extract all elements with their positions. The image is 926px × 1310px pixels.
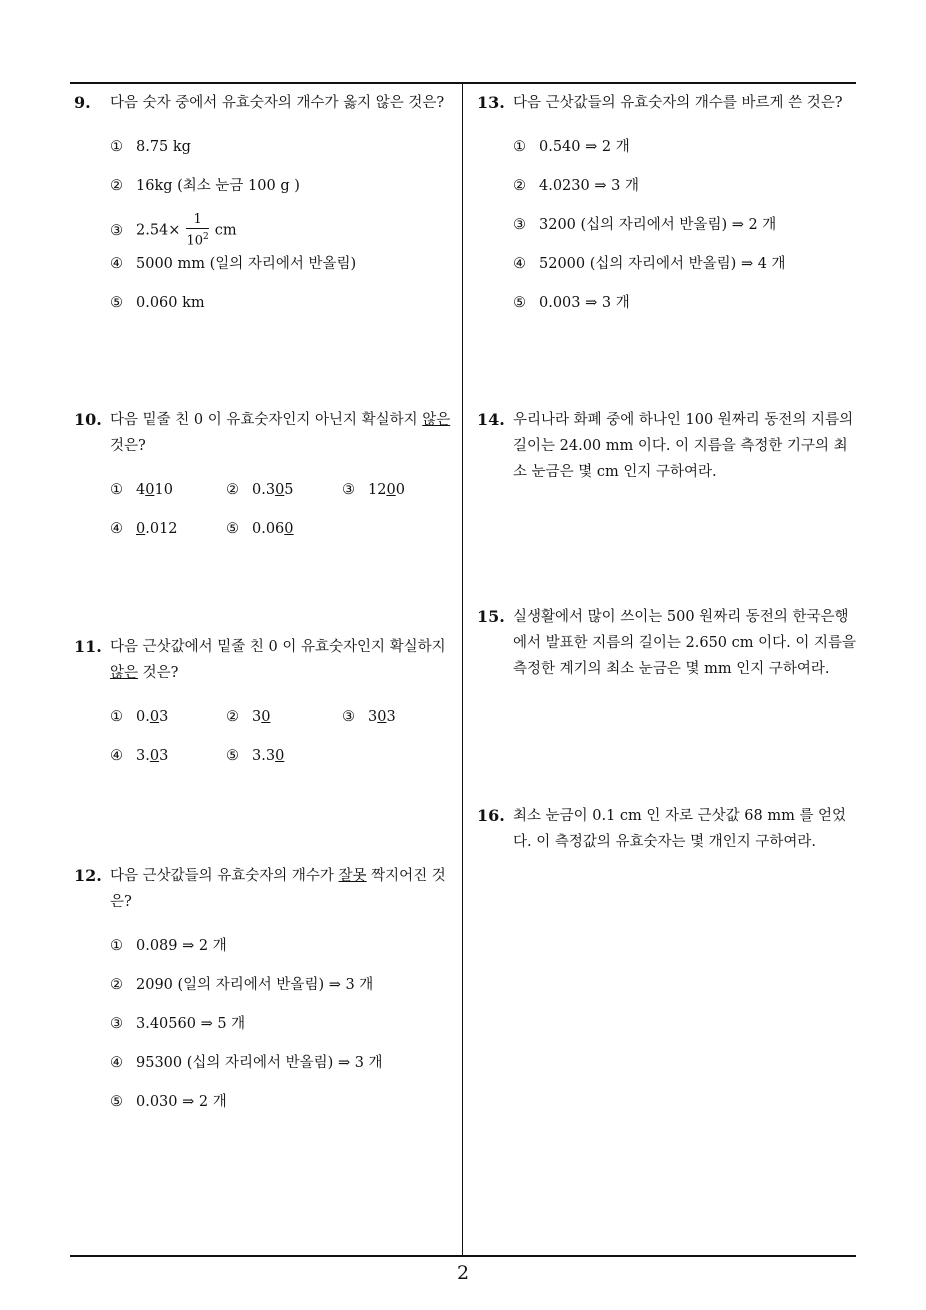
- underlined-zero: 0: [386, 482, 396, 498]
- underlined-zero: 0: [149, 748, 160, 764]
- question-number: 11.: [74, 637, 102, 656]
- choice-list: [110, 933, 458, 1128]
- question-number: 10.: [74, 410, 102, 429]
- choice-text: 5000 mm (일의 자리에서 반올림): [136, 256, 357, 272]
- question-12: [74, 863, 458, 1128]
- underlined-zero: 0: [261, 709, 271, 725]
- choice-text: 16kg (최소 눈금 100 g ): [136, 178, 300, 194]
- choice-4[interactable]: [110, 516, 226, 542]
- choice-2[interactable]: [110, 972, 458, 1011]
- denominator-exponent: 2: [202, 232, 209, 242]
- choice-3[interactable]: [110, 1011, 458, 1050]
- underlined-zero: 0: [145, 482, 155, 498]
- choice-text: 3.3: [252, 748, 276, 764]
- choice-3[interactable]: [110, 212, 458, 251]
- question-text-part: 다음 밑줄 친 0 이 유효숫자인지 아닌지 확실하지: [110, 412, 423, 428]
- underlined-word: 않은: [422, 412, 451, 428]
- question-15: [477, 604, 861, 682]
- choice-text: 3200 (십의 자리에서 반올림) ⇒ 2 개: [539, 217, 777, 233]
- underlined-zero: 0: [284, 521, 294, 537]
- question-text: [110, 863, 458, 915]
- question-text: [110, 634, 458, 686]
- choice-text: 3: [252, 709, 262, 725]
- underlined-zero: 0: [377, 709, 387, 725]
- choice-1[interactable]: [110, 704, 226, 730]
- choice-5[interactable]: [110, 1089, 458, 1128]
- choice-text: 3.: [136, 748, 150, 764]
- question-text: 다음 숫자 중에서 유효숫자의 개수가 옳지 않은 것은?: [110, 95, 445, 111]
- choice-grid: [110, 477, 458, 555]
- choice-1[interactable]: [110, 933, 458, 972]
- choice-4[interactable]: [513, 251, 861, 290]
- choice-text: 10: [154, 482, 173, 498]
- question-number: 16.: [477, 806, 505, 825]
- choice-mark: ③: [110, 222, 123, 239]
- choice-5[interactable]: [513, 290, 861, 329]
- question-text-part: 짝지어진 것은?: [110, 868, 446, 910]
- choice-mark: ①: [110, 709, 123, 725]
- choice-1[interactable]: [513, 134, 861, 173]
- choice-text: 3.40560 ⇒ 5 개: [136, 1016, 246, 1032]
- underlined-zero: 0: [275, 748, 285, 764]
- choice-text: 3: [386, 709, 396, 725]
- choice-2[interactable]: [226, 477, 342, 503]
- choice-text: 3: [159, 709, 169, 725]
- choice-text: 0.540 ⇒ 2 개: [539, 139, 630, 155]
- choice-mark: ①: [110, 482, 123, 498]
- choice-text: 12: [368, 482, 387, 498]
- question-text-part: 것은?: [138, 665, 179, 681]
- choice-3[interactable]: [342, 477, 458, 503]
- question-14: [477, 407, 861, 485]
- question-10: [74, 407, 458, 555]
- choice-mark: ②: [226, 709, 239, 725]
- choice-text: 0.060 km: [136, 295, 205, 311]
- choice-mark: ④: [110, 748, 123, 764]
- column-divider: [462, 82, 463, 1256]
- choice-2[interactable]: [513, 173, 861, 212]
- question-number: 13.: [477, 93, 505, 112]
- question-text-part: 다음 근삿값에서 밑줄 친 0 이 유효숫자인지 확실하지: [110, 639, 446, 655]
- question-number: 14.: [477, 410, 505, 429]
- choice-mark: ②: [110, 977, 123, 993]
- choice-4[interactable]: [110, 743, 226, 769]
- choice-text: .012: [145, 521, 178, 537]
- question-text-part: 다음 근삿값들의 유효숫자의 개수가: [110, 868, 339, 884]
- question-text: 우리나라 화폐 중에 하나인 100 원짜리 동전의 지름의 길이는 24.00 mm 이다. 이 지름을 측정한 기구의 최소 눈금은 몇 cm 인지 구하여라.: [513, 412, 854, 480]
- underlined-word: 잘못: [338, 868, 367, 884]
- choice-mark: ⑤: [226, 521, 239, 537]
- question-text: 다음 근삿값들의 유효숫자의 개수를 바르게 쓴 것은?: [513, 95, 843, 111]
- choice-text: 0.3: [252, 482, 276, 498]
- question-9: [74, 90, 458, 329]
- question-text: [110, 407, 458, 459]
- choice-mark: ①: [110, 938, 123, 954]
- choice-text: 0: [395, 482, 405, 498]
- choice-mark: ⑤: [110, 1094, 123, 1110]
- question-text: 최소 눈금이 0.1 cm 인 자로 근삿값 68 mm 를 얻었다. 이 측정값의 유효숫자는 몇 개인지 구하여라.: [513, 808, 847, 850]
- fraction-denominator: [186, 229, 208, 249]
- choice-mark: ②: [226, 482, 239, 498]
- fraction-numerator: 1: [186, 212, 208, 229]
- choice-2[interactable]: [226, 704, 342, 730]
- choice-1[interactable]: [110, 477, 226, 503]
- choice-text: 5: [284, 482, 294, 498]
- choice-text: 0.: [136, 709, 150, 725]
- choice-text: 95300 (십의 자리에서 반올림) ⇒ 3 개: [136, 1055, 383, 1071]
- choice-mark: ④: [110, 521, 123, 537]
- choice-mark: ②: [110, 178, 123, 194]
- choice-4[interactable]: [110, 251, 458, 290]
- choice-mark: ③: [513, 217, 526, 233]
- choice-mark: ④: [110, 256, 123, 272]
- choice-text: 8.75 kg: [136, 139, 191, 155]
- choice-text: 4: [136, 482, 146, 498]
- underlined-zero: 0: [149, 709, 160, 725]
- underlined-zero: 0: [136, 521, 146, 537]
- question-11: [74, 634, 458, 782]
- bottom-rule: [70, 1255, 856, 1257]
- choice-text: 0.003 ⇒ 3 개: [539, 295, 630, 311]
- choice-mark: ③: [342, 482, 355, 498]
- choice-unit: cm: [214, 222, 237, 239]
- choice-text: 0.06: [252, 521, 285, 537]
- choice-mark: ④: [513, 256, 526, 272]
- choice-text: 2090 (일의 자리에서 반올림) ⇒ 3 개: [136, 977, 374, 993]
- question-number: 9.: [74, 93, 91, 112]
- denominator-base: 10: [186, 233, 203, 249]
- choice-text: 0.030 ⇒ 2 개: [136, 1094, 227, 1110]
- choice-mark: ④: [110, 1055, 123, 1071]
- choice-5[interactable]: [110, 290, 458, 329]
- choice-grid: [110, 704, 458, 782]
- choice-text: 3: [368, 709, 378, 725]
- question-text-part: 것은?: [110, 438, 146, 454]
- question-number: 15.: [477, 607, 505, 626]
- choice-2[interactable]: [110, 173, 458, 212]
- choice-text: 0.089 ⇒ 2 개: [136, 938, 227, 954]
- choice-1[interactable]: [110, 134, 458, 173]
- choice-4[interactable]: [110, 1050, 458, 1089]
- underlined-word: 않은: [110, 665, 139, 681]
- choice-3[interactable]: [342, 704, 458, 730]
- choice-3[interactable]: [513, 212, 861, 251]
- choice-mark: ③: [110, 1016, 123, 1032]
- choice-text: 2.54×: [136, 222, 181, 239]
- question-16: [477, 803, 861, 855]
- choice-list: [513, 134, 861, 329]
- choice-mark: ①: [110, 139, 123, 155]
- question-13: [477, 90, 861, 329]
- choice-text: 52000 (십의 자리에서 반올림) ⇒ 4 개: [539, 256, 786, 272]
- choice-text: 4.0230 ⇒ 3 개: [539, 178, 639, 194]
- choice-5[interactable]: [226, 743, 342, 769]
- page-number: 2: [456, 1262, 470, 1284]
- choice-text: 3: [159, 748, 169, 764]
- choice-mark: ⑤: [226, 748, 239, 764]
- question-text: 실생활에서 많이 쓰이는 500 원짜리 동전의 한국은행에서 발표한 지름의 길이는 2.650 cm 이다. 이 지름을 측정한 계기의 최소 눈금은 몇 mm 인지 구하여라.: [513, 609, 856, 677]
- choice-list: [110, 134, 458, 329]
- choice-5[interactable]: [226, 516, 342, 542]
- question-number: 12.: [74, 866, 102, 885]
- choice-mark: ①: [513, 139, 526, 155]
- choice-mark: ⑤: [513, 295, 526, 311]
- underlined-zero: 0: [275, 482, 285, 498]
- choice-mark: ③: [342, 709, 355, 725]
- choice-mark: ②: [513, 178, 526, 194]
- fraction: [186, 212, 208, 249]
- choice-mark: ⑤: [110, 295, 123, 311]
